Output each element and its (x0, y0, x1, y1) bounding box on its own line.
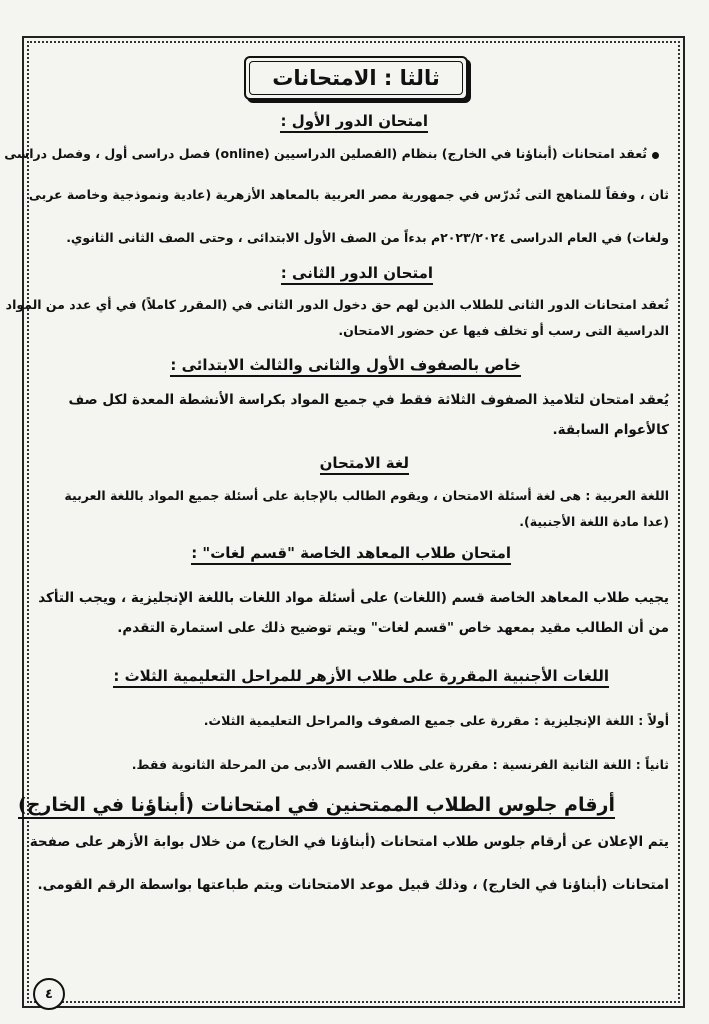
exam-language-line-1: اللغة العربية : هى لغة أسئلة الامتحان ، ويقوم الطالب بالإجابة على أسئلة جميع المواد باللغة العربية (64, 488, 669, 503)
foreign-languages-line-1: أولاً : اللغة الإنجليزية : مقررة على جميع الصفوف والمراحل التعليمية الثلاث. (203, 713, 669, 728)
page-title: ثالثا : الامتحانات (272, 66, 440, 90)
heading-exam-language: لغة الامتحان (320, 454, 409, 475)
heading-primary-grades: خاص بالصفوف الأول والثانى والثالث الابتدائى : (170, 356, 521, 377)
second-round-line-2: الدراسية التى رسب أو تخلف فيها عن حضور الامتحان. (338, 323, 669, 338)
first-round-line-3: ولغات) في العام الدراسى ٢٠٢٣/٢٠٢٤م بدءاً من الصف الأول الابتدائى ، وحتى الصف الثانى الثانوي. (66, 230, 669, 245)
exam-language-line-2: (عدا مادة اللغة الأجنبية). (519, 514, 669, 529)
seat-numbers-line-1: يتم الإعلان عن أرقام جلوس طلاب امتحانات (أبناؤنا في الخارج) من خلال بوابة الأزهر على صفحة (29, 834, 669, 850)
primary-grades-line-2: كالأعوام السابقة. (552, 422, 669, 438)
primary-grades-line-1: يُعقد امتحان لتلاميذ الصفوف الثلاثة فقط في جميع المواد بكراسة الأنشطة المعدة لكل صف (68, 392, 669, 408)
private-institutes-line-1: يجيب طلاب المعاهد الخاصة قسم (اللغات) على أسئلة مواد اللغات باللغة الإنجليزية ، ويجب التأكد (38, 590, 669, 606)
heading-private-institutes: امتحان طلاب المعاهد الخاصة "قسم لغات" : (191, 544, 511, 565)
page-number-badge (33, 978, 65, 1010)
page-title-box (244, 56, 468, 100)
foreign-languages-line-2: ثانياً : اللغة الثانية الفرنسية : مقررة على طلاب القسم الأدبى من المرحلة الثانوية فقط. (131, 757, 669, 772)
bullet-icon (652, 152, 659, 159)
seat-numbers-line-2: امتحانات (أبناؤنا في الخارج) ، وذلك قبيل موعد الامتحانات ويتم طباعتها بواسطة الرقم القومى. (37, 877, 669, 893)
first-round-line-2: ثان ، وفقاً للمناهج التى تُدرّس في جمهورية مصر العربية بالمعاهد الأزهرية (عادية ونموذجية وخاصة عربى (28, 187, 669, 202)
heading-second-round: امتحان الدور الثانى : (281, 264, 433, 285)
second-round-line-1: تُعقد امتحانات الدور الثانى للطلاب الذين لهم حق دخول الدور الثانى في (المقرر كاملاً) في أي عدد من المواد (5, 297, 669, 312)
first-round-line-1: تُعقد امتحانات (أبناؤنا في الخارج) بنظام (الفصلين الدراسيين (online) فصل دراسى أول ، وفصل دراسى (4, 146, 647, 161)
page-number: ٤ (45, 986, 53, 1002)
private-institutes-line-2: من أن الطالب مقيد بمعهد خاص "قسم لغات" ويتم توضيح ذلك على استمارة التقدم. (117, 620, 669, 636)
heading-seat-numbers: أرقام جلوس الطلاب الممتحنين في امتحانات (أبناؤنا في الخارج) (18, 794, 615, 819)
heading-foreign-languages: اللغات الأجنبية المقررة على طلاب الأزهر للمراحل التعليمية الثلاث : (113, 667, 609, 688)
heading-first-round: امتحان الدور الأول : (280, 112, 428, 133)
